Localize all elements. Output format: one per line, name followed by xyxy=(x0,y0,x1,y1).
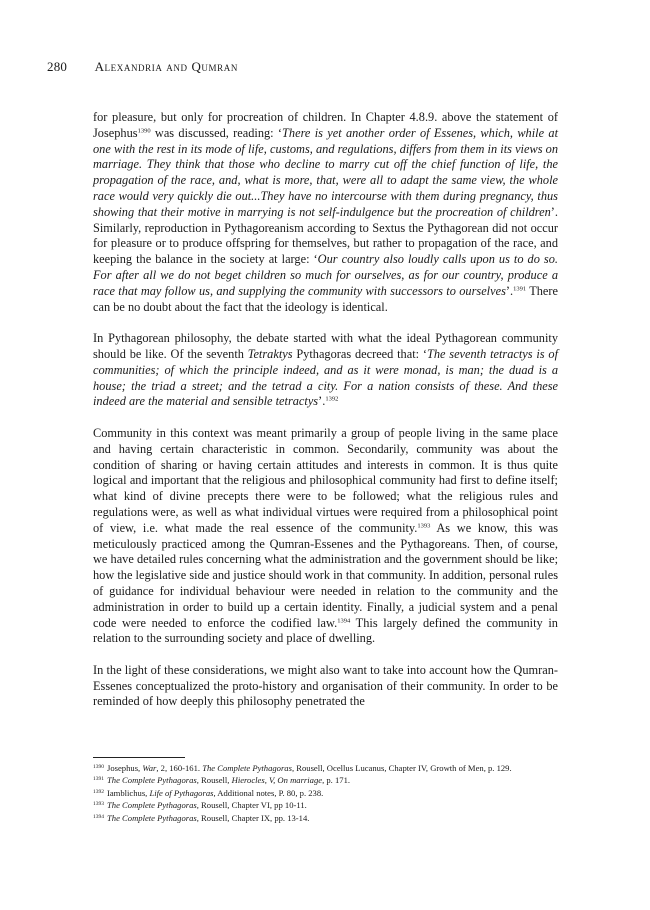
footnote-marker: 1390 xyxy=(93,764,104,770)
main-text xyxy=(93,110,558,726)
footnote-marker: 1392 xyxy=(93,788,104,795)
text-run: ’. Similarly, reproduction in Pythagoreanism according to Sextus the Pythagorean did not occur for pleasure or to produce offspring for themselves, but rather to propagation of the race, and keeping the balance in the society at large: ‘ xyxy=(93,204,558,267)
text-run: , 2, 160-161. xyxy=(156,763,203,773)
text-run: , Rousell, Chapter IX, pp. 13-14. xyxy=(196,812,310,823)
paragraph xyxy=(93,331,558,410)
text-run: for pleasure, but only for procreation of children. In Chapter 4.8.9. above the statement of Josephus xyxy=(93,110,558,140)
italic-text: There is yet another order of Essenes, which, while at one with the rest in its mode of life, customs, and regulations, differs from them in its views on marriage. They think that those who decline to marry cut off the chief function of life, the propagation of the race, and, what is more, that, were all to adapt the same view, the whole race would very quickly die out...They have no intercourse with them during pregnancy, thus showing that their motive in marrying is not self-indulgence but the procreation of children xyxy=(93,125,558,219)
footnote-marker: 1394 xyxy=(93,813,104,820)
italic-text: Hierocles, V, On marriage xyxy=(231,775,323,786)
footnote-marker: 1391 xyxy=(513,285,527,293)
text-run: Community in this context was meant primarily a group of people living in the same place and having certain characteristic in common. Secondarily, community was about the condition of sharing or having certain attitudes and interests in common. It is thus quite logical and important that the religious and philosophical community had first to define itself; what kind of divine precepts there were to be followed; what the religious rules and regulations were, as well as what individual virtues were required from a philosophical point of view, i.e. what made the real essence of the community. xyxy=(93,425,558,535)
footnote-marker: 1392 xyxy=(325,395,339,403)
footnote xyxy=(93,787,558,799)
text-run: , Rousell, Chapter VI, pp 10-11. xyxy=(196,800,307,811)
footnote-separator xyxy=(93,757,185,758)
text-run: ’. xyxy=(318,394,326,409)
text-run: Josephus, xyxy=(107,763,143,773)
text-run: Pythagoras decreed that: ‘ xyxy=(292,346,427,361)
text-run: There can be no doubt about the fact that the ideology is identical. xyxy=(93,283,558,314)
footnote xyxy=(93,774,558,786)
text-run: , Rousell, Ocellus Lucanus, Chapter IV, Growth of Men, p. 129. xyxy=(291,763,512,773)
footnote-marker: 1390 xyxy=(137,127,151,135)
italic-text: Tetraktys xyxy=(247,346,293,361)
italic-text: The Complete Pythagoras xyxy=(202,763,292,773)
text-run: This largely defined the community in relation to the surrounding society and place of dwelling. xyxy=(93,615,558,646)
text-run: , Additional notes, P. 80, p. 238. xyxy=(213,787,324,798)
text-run: Iamblichus, xyxy=(107,787,150,798)
page-header xyxy=(47,59,238,75)
text-run: As we know, this was meticulously practiced among the Qumran-Essenes and the Pythagoreans. Then, of course, we have detailed rules concerning what the administration and the government should be like; how the legislative side and justice should work in that community. In addition, personal rules of guidance for individual behaviour were needed in relation to the community and the administration in order to build up a certain identity. Finally, a judicial system and a penal code were needed to enforce the codified law. xyxy=(93,520,559,630)
page-number: 280 xyxy=(47,59,68,74)
footnote-marker: 1393 xyxy=(417,522,431,530)
running-title: Alexandria and Qumran xyxy=(94,59,238,74)
italic-text: War xyxy=(142,763,157,773)
text-run: , Rousell, xyxy=(196,775,232,786)
footnote xyxy=(93,812,558,824)
paragraph xyxy=(93,426,558,647)
footnote-marker: 1391 xyxy=(93,776,104,783)
italic-text: The seventh tetractys is of communities; of which the principle indeed, and as it were monad, is man; the duad is a house; the triad a street; and the tetrad a city. For a nation consists of these. And these indeed are the material and sensible tetractys xyxy=(93,346,558,409)
italic-text: The Complete Pythagoras xyxy=(107,775,197,786)
paragraph xyxy=(93,110,558,315)
italic-text: The Complete Pythagoras xyxy=(107,800,197,811)
text-run: was discussed, reading: ‘ xyxy=(150,125,283,140)
footnote xyxy=(93,762,558,774)
paragraph xyxy=(93,663,558,710)
footnote-marker: 1393 xyxy=(93,801,104,808)
footnote xyxy=(93,799,558,811)
footnotes xyxy=(93,762,558,824)
italic-text: Life of Pythagoras xyxy=(149,787,214,798)
text-run: , p. 171. xyxy=(322,775,351,786)
text-run: ’. xyxy=(505,283,514,298)
text-run: In the light of these considerations, we might also want to take into account how the Qumran-Essenes conceptualized the proto-history and organisation of their community. In order to be reminded of how deeply this philosophy penetrated the xyxy=(93,662,558,709)
italic-text: The Complete Pythagoras xyxy=(107,812,197,823)
italic-text: Our country also loudly calls upon us to do so. For after all we do not beget children so much for ourselves, as for our country, produce a race that may follow us, and supplying the community with successors to ourselves xyxy=(93,252,558,298)
footnote-marker: 1394 xyxy=(337,617,351,624)
text-run: In Pythagorean philosophy, the debate started with what the ideal Pythagorean community should be like. Of the seventh xyxy=(93,331,558,361)
